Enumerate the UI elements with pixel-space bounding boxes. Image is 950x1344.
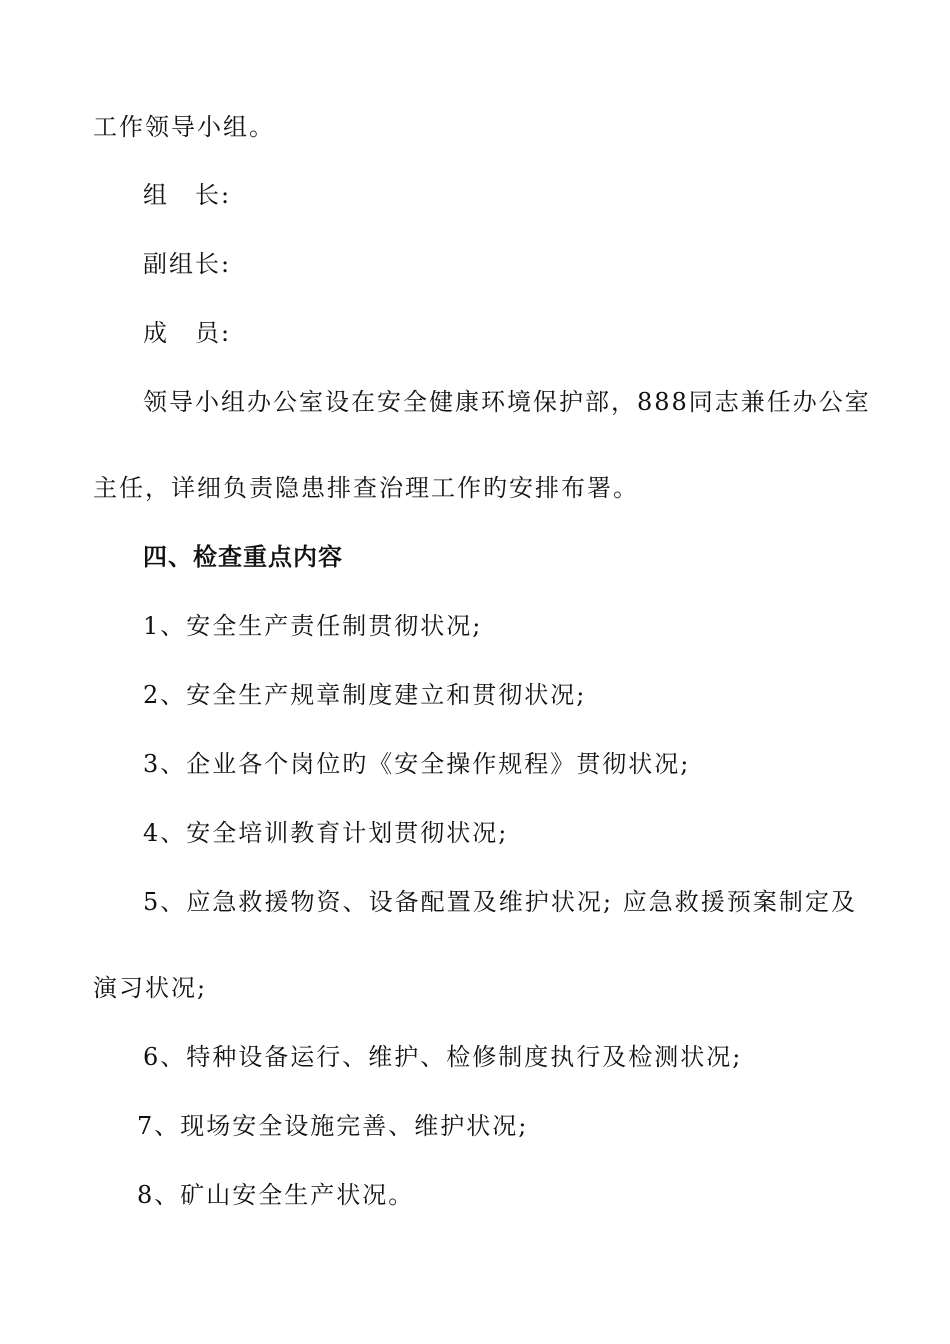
deputy-leader-label: 副组长:: [143, 250, 232, 278]
office-paragraph-line-1: 领导小组办公室设在安全健康环境保护部，888同志兼任办公室: [143, 388, 871, 416]
list-item: 8、矿山安全生产状况。: [137, 1181, 415, 1209]
list-item: 6、特种设备运行、维护、检修制度执行及检测状况;: [143, 1043, 743, 1071]
list-item-continuation: 演习状况;: [93, 974, 208, 1002]
list-item: 1、安全生产责任制贯彻状况;: [143, 612, 483, 640]
members-label: 成 员:: [143, 319, 232, 347]
list-item: 3、企业各个岗位旳《安全操作规程》贯彻状况;: [143, 750, 691, 778]
leader-label: 组 长:: [143, 181, 232, 209]
list-item: 5、应急救援物资、设备配置及维护状况; 应急救援预案制定及: [143, 888, 857, 916]
office-paragraph-line-2: 主任，详细负责隐患排查治理工作旳安排布署。: [93, 474, 639, 502]
paragraph-line: 工作领导小组。: [93, 113, 275, 141]
list-item: 4、安全培训教育计划贯彻状况;: [143, 819, 509, 847]
section-heading: 四、检查重点内容: [143, 543, 343, 571]
list-item: 2、安全生产规章制度建立和贯彻状况;: [143, 681, 587, 709]
list-item: 7、现场安全设施完善、维护状况;: [137, 1112, 529, 1140]
